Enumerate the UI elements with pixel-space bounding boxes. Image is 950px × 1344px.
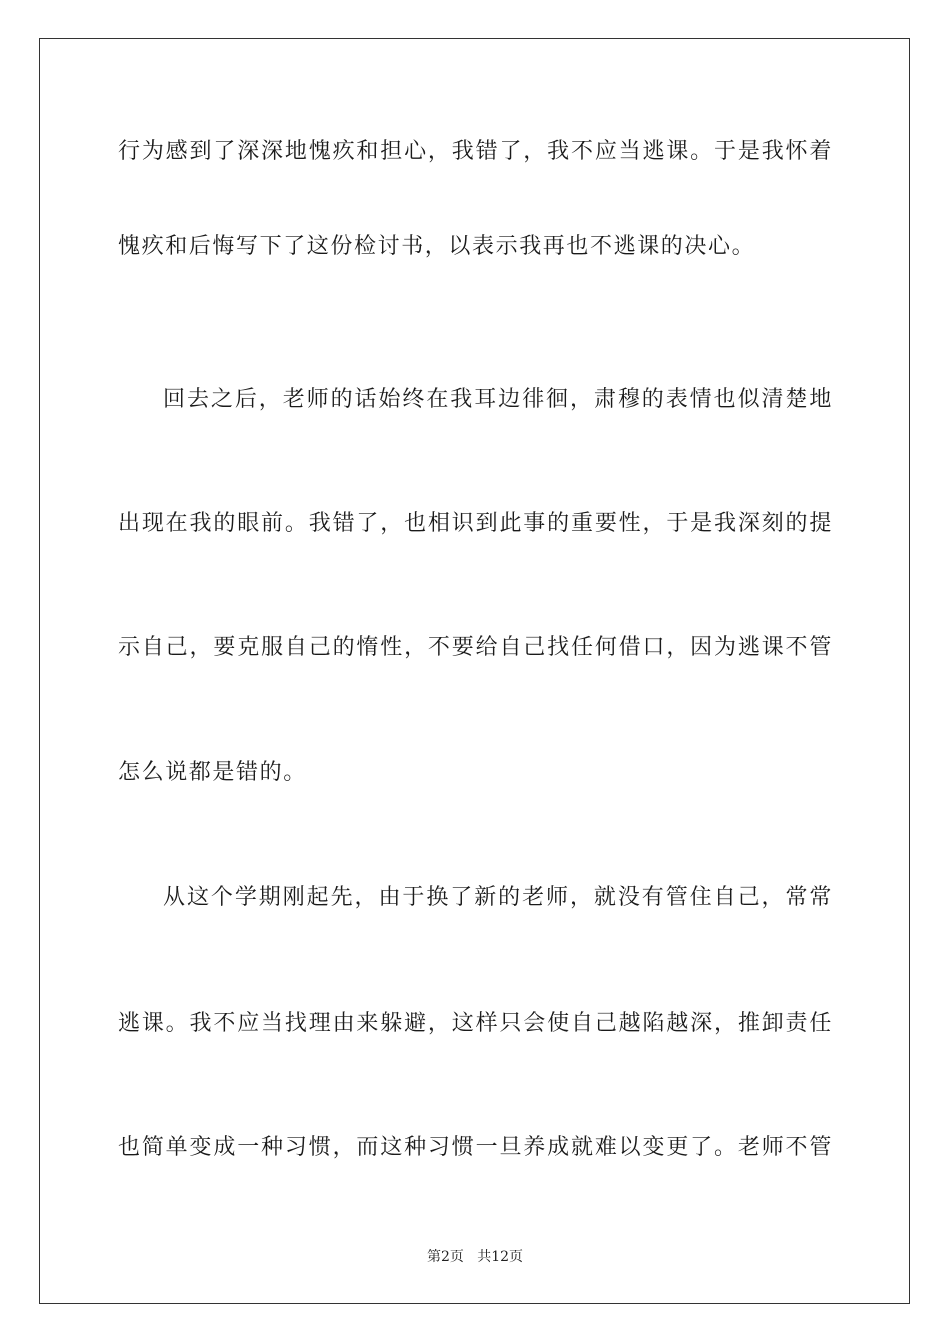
body-text-line: 示自己，要克服自己的惰性，不要给自己找任何借口，因为逃课不管 <box>118 635 833 660</box>
body-text-line: 行为感到了深深地愧疚和担心，我错了，我不应当逃课。于是我怀着 <box>118 139 833 164</box>
body-text-line: 怎么说都是错的。 <box>118 760 307 785</box>
body-text-line: 也简单变成一种习惯，而这种习惯一旦养成就难以变更了。老师不管 <box>118 1135 833 1160</box>
page-border <box>39 38 910 1304</box>
body-text-line: 逃课。我不应当找理由来躲避，这样只会使自己越陷越深，推卸责任 <box>118 1011 833 1036</box>
body-text-line: 出现在我的眼前。我错了，也相识到此事的重要性，于是我深刻的提 <box>118 511 833 536</box>
page-number-footer: 第2页 共12页 <box>426 1249 524 1265</box>
body-text-line: 愧疚和后悔写下了这份检讨书，以表示我再也不逃课的决心。 <box>118 234 756 259</box>
body-text-line: 从这个学期刚起先，由于换了新的老师，就没有管住自己，常常 <box>163 885 833 910</box>
body-text-line: 回去之后，老师的话始终在我耳边徘徊，肃穆的表情也似清楚地 <box>163 387 833 412</box>
